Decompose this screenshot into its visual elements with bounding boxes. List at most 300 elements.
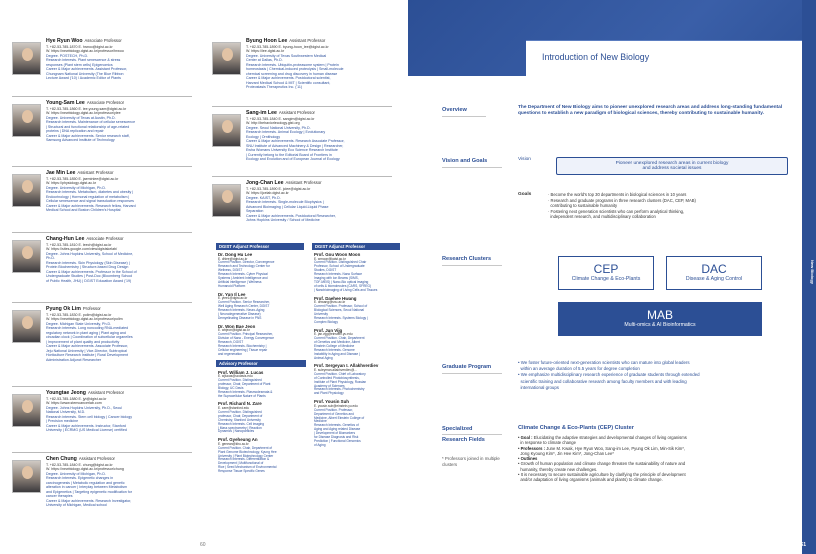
clusters-label: Research Clusters (442, 256, 492, 262)
cep-detail-bold: • Professors : (518, 445, 547, 451)
professor-detail-line: Imaging with Ion Beams (SIMS, (314, 276, 359, 281)
faculty-detail-line: Career & Major achievements. Postdoctoral scientist, (246, 76, 331, 80)
faculty-detail-line: University | ECRMG (US Medical License) certified (46, 428, 127, 432)
graduate-item: scientific training and collaborative research among faculty members and with leading (518, 378, 687, 384)
faculty-detail-line: W. https://newbiology.dgist.ac.kr/professor/polim (46, 317, 123, 321)
faculty-detail-line: T. +82-53-785-1870 E. hrwoo@dgist.ac.kr (46, 44, 113, 49)
professor-detail-line: Dynamics | Nanoparticles (218, 429, 255, 434)
faculty-detail-line: chemical screening and drug discovery in human disease (246, 71, 338, 76)
goal-item: · Become the world's top 30 departments in biological sciences in 10 years (548, 192, 687, 197)
faculty-detail-line: W. https://physiology.dgist.ac.kr (46, 181, 97, 185)
professor-detail-line: Einstein College of Medicine (314, 343, 355, 348)
professor-detail-line: of cells & biomolecules (CARS, SFREG) (314, 283, 372, 288)
faculty-name-text: Jong-Chan Lee (246, 180, 284, 186)
cluster-dac-name: Disease & Aging Control (685, 276, 743, 282)
faculty-detail-line: Degree. University of Texas at Austin, Ph.D. (46, 115, 116, 120)
faculty-detail-line: Separation (246, 209, 264, 213)
specialized-label-2: Research Fields (442, 437, 485, 443)
faculty-detail-line: Ecology and Evolution and of European Journal of Ecology (246, 157, 340, 161)
faculty-detail-line: Research interests. Ubiquitin-proteasome system | Protein (246, 62, 339, 67)
professor-detail-line: Prediction | Functional Genomics (314, 438, 361, 443)
faculty-photo (12, 104, 41, 137)
faculty-info (46, 100, 206, 143)
goal-item: independent research, and multidisciplinary collaboration (548, 214, 656, 220)
faculty-name-text: Hye Ryun Woo (46, 38, 83, 44)
faculty-detail-line: Degree. University of Michigan, Ph.D. (46, 185, 106, 190)
cluster-cep-name: Climate Change & Eco-Plants (571, 276, 641, 282)
professor-detail-line: the Supracellular Nature of Plants (218, 393, 266, 398)
professor-detail-line: Research and Technology Center for (218, 264, 270, 269)
faculty-detail-line: T. +82-53-785-1840 E. sangim@dgist.ac.kr (246, 116, 315, 121)
faculty-info (46, 170, 206, 213)
professor-detail-line: Studies, DGIST (314, 268, 337, 273)
faculty-detail-line: W. https://sites.google.com/view/dgistskelab/ (46, 247, 118, 251)
professor-entry (314, 363, 402, 396)
faculty-detail-line: Ecology | Ornithology (246, 134, 281, 139)
faculty-name-text: Byung Hoon Lee (246, 38, 288, 44)
cep-detail-bold: • Goal : (518, 435, 534, 440)
profile-divider (12, 232, 192, 233)
page-number-right: 61 (800, 542, 806, 548)
faculty-details (246, 187, 406, 223)
faculty-detail-line: of Public Health, JHU) | DGIST Education Award ('19) (46, 278, 132, 283)
professor-detail-line: of Aging (314, 442, 326, 447)
faculty-name-text: Chen Chung (46, 456, 77, 462)
faculty-details (46, 313, 206, 363)
faculty-detail-line: | Improvement of plant quality and productivity (46, 339, 120, 344)
professor-detail-line: Complex Biology (314, 319, 338, 324)
professor-name: Dr. Won Bae Jeon (218, 323, 256, 329)
professor-name: Dr. Dong Hu Lee (218, 252, 253, 257)
faculty-detail-line: Career & Major achievements. Research Associate Professor, (246, 139, 345, 143)
goals-label: Goals (518, 192, 532, 197)
faculty-detail-line: T. +82-53-785-1840 E. chung@dgist.ac.kr (46, 462, 113, 467)
professor-detail-line: E. genean@khu.ac.kr (218, 441, 249, 446)
faculty-detail-line: Harvard Medical School & MIT | Scientific consultant, (246, 80, 331, 85)
professor-detail-line: | Nanobioimaging of Living Cells and Tissues (314, 287, 378, 292)
professor-detail-line: Well Aging Research Center, DGIST (218, 304, 270, 309)
faculty-detail-line: Career & Major achievements. Assistant Professor, (46, 67, 128, 71)
professor-detail-line: Wellness, DGIST (218, 268, 243, 273)
faculty-detail-line: | Currently belong to the Editorial Board of Frontiers in (246, 152, 332, 157)
professor-detail-line: Institute of Plant Physiology, Russian (314, 379, 367, 384)
multi-cluster-note: * Professors joined in multiple clusters (442, 456, 500, 467)
faculty-detail-line: regulatory network in plant aging | Plant aging and (46, 330, 126, 335)
faculty-detail-line: T. +82-53-785-1890 E. byung-hoon_lee@dgist.ac.kr (246, 44, 329, 49)
clusters-underline (442, 265, 502, 266)
professor-detail-line: E. ylee1@dgist.ac.kr (218, 296, 248, 301)
faculty-detail-line: Degree. KAIST, Ph.D. (246, 195, 281, 200)
professor-detail-line: E. dhlee@dgist.ac.kr (218, 256, 248, 261)
professor-detail-line: professor, Chair, Department of Plant (218, 381, 271, 386)
faculty-detail-line: W. https://newbiology.dgist.ac.kr/professor/chung (46, 467, 124, 471)
professor-detail-line: Current Position. Senior Researcher, (218, 300, 270, 305)
faculty-detail-line: Research interests. Metabolism, diabetes and obesity | (46, 190, 134, 194)
faculty-role: Assistant Professor (289, 38, 326, 43)
professor-detail-line: E. wjlucas@ucdavis.edu (218, 374, 253, 379)
faculty-photo (12, 174, 41, 207)
faculty-role: Professor (82, 306, 101, 311)
overview-label: Overview (442, 107, 467, 113)
overview-underline (442, 116, 486, 117)
professor-detail-line: Instability in Aging and Disease | (314, 351, 360, 356)
cluster-cep-abbr: CEP (593, 262, 619, 276)
graduate-underline (442, 373, 502, 374)
professor-detail-line: University (314, 311, 328, 316)
faculty-detail-line: Protein Biochemistry | Structure-based Drug Design (46, 265, 129, 269)
professor-name: Prof. Gyeheung An (218, 437, 258, 443)
professor-detail-line: Biological Sciences, Seoul National (314, 307, 364, 312)
professor-detail-line: ( Neurodegenerative Disease) (218, 311, 261, 316)
professor-detail-line: Current Position. Chief of Laboratory (314, 371, 366, 376)
faculty-detail-line: Jeju National University | Vice-Director, Subtropical (46, 348, 127, 353)
faculty-detail-line: Undergraduate Studies | Post-Doc (Bloomberg School (46, 274, 133, 278)
graduate-list (518, 360, 803, 391)
professor-detail-line: Research Interests. Differentiation & (218, 457, 270, 462)
goal-item: · Fostering next generation scientists who can perform analytical thinking, (548, 208, 685, 214)
professor-detail-line: Demyelinating Disease in PNS (218, 315, 262, 320)
faculty-detail-line: Ewha Womans University Eco Science Research Institute (246, 148, 338, 152)
professor-name: Prof. Jun Vijg (314, 327, 343, 333)
professor-detail-line: Academy of Sciences (314, 383, 345, 388)
professor-detail-line: Aging and Aging related Disease (314, 427, 361, 432)
faculty-detail-line: Degree. University of Texas Southwestern Medical (246, 53, 327, 58)
faculty-detail-line: Degree. Seoul National University, Ph.D. (246, 125, 311, 130)
faculty-detail-line: | Structural and functional relationship of age-related (46, 124, 130, 129)
faculty-detail-line: Research interests. Maintenance of cellular senescence (46, 120, 136, 124)
professor-detail-line: and regeneration (218, 351, 243, 356)
faculty-detail-line: cancer therapies (46, 494, 73, 498)
faculty-detail-line: Career & Major achievements. Professor in the School of (46, 269, 137, 274)
faculty-photo (212, 114, 241, 147)
advisory-header: Advisory Professor (216, 360, 306, 367)
faculty-detail-line: Research interests. Stem cell biology | Cancer biology (46, 414, 133, 419)
professor-detail-line: Current Position. Director, Convergence (218, 260, 275, 265)
professor-detail-line: Animal Aging (314, 355, 333, 360)
cep-detail-bold: • Outlines (518, 456, 538, 462)
faculty-detail-line: Johns Hopkins University / School of Medicine (246, 218, 320, 222)
professor-detail-line: Current Position. Chair, Department of (218, 445, 273, 450)
faculty-detail-line: Advanced Bioimaging | Cellular Liquid-Liquid Phase (246, 204, 329, 209)
professor-detail-line: Current Position. Distinguished Chair (314, 260, 367, 265)
vision-goals-label: Vision and Goals (442, 158, 488, 164)
professor-detail-line: Medicine (314, 419, 327, 424)
faculty-photo (12, 460, 41, 493)
profile-divider (12, 452, 192, 453)
faculty-detail-line: Career & Major achievements. Research Investigator, (46, 498, 132, 503)
faculty-detail-line: W. https://newbiology.dgist.ac.kr/professor/hrwoo (46, 49, 124, 53)
faculty-detail-line: Career & Major achievements. Instructor, Stanford (46, 423, 126, 428)
faculty-detail-line: Administration Adjunct Researcher (46, 357, 102, 362)
professor-detail-line: E. zare@stanford.edu (218, 405, 250, 410)
page-title: Introduction of New Biology (542, 52, 650, 62)
vision-goals-underline (442, 167, 502, 168)
professor-detail-line: Current Position. Chair, Department (314, 336, 365, 340)
faculty-details (46, 243, 206, 284)
faculty-detail-line: W. http://behaviorlecology.gist.org (246, 121, 300, 125)
cluster-cep (558, 256, 654, 290)
profile-divider (212, 106, 392, 107)
professor-entry (218, 437, 306, 474)
professor-entry (314, 296, 402, 325)
professor-detail-line: Research Interests. Genome (314, 347, 355, 352)
graduate-item: • We foster future-oriented next-generation scientists who can mature into global leaders (518, 360, 690, 365)
profile-divider (12, 302, 192, 303)
faculty-detail-line: T. +82-53-785-1850 E. jaeminlee@dgist.ac.kr (46, 176, 119, 181)
faculty-details (246, 45, 406, 90)
faculty-detail-line: Horticulture Research Institute | Rural Development (46, 353, 129, 357)
goal-item: · Research and graduate programs in three research clusters (DAC, CEP, MAB) (548, 197, 696, 203)
faculty-details (46, 397, 206, 433)
professor-detail-line: E. wbjeon@dgist.ac.kr (218, 328, 250, 333)
side-tab (802, 0, 816, 554)
professor-detail-line: Current Position. Professor, (314, 407, 353, 412)
faculty-detail-line: Ph.D. (46, 256, 55, 260)
faculty-detail-line: and Epigenetics | Targeting epigenetic modification for (46, 489, 132, 494)
professor-detail-line: Systems | Ambient Intelligence and (218, 276, 268, 281)
professor-detail-line: Artificial intelligence | Wellness (218, 279, 262, 284)
faculty-detail-line: National University, M.D. (46, 410, 86, 414)
faculty-info (46, 390, 206, 433)
vision-label: Vision (518, 157, 531, 162)
professor-detail-line: Current Position. Distinguished (218, 409, 262, 414)
vision-text-1: Pioneer unexplored research areas in current biology (615, 160, 729, 166)
vision-box (556, 157, 788, 175)
faculty-detail-line: Samsung Advanced Institute of Technology (46, 138, 115, 142)
faculty-detail-line: Research interests. Single-molecule Biophysics | (246, 200, 324, 204)
cluster-mab-abbr: MAB (646, 308, 673, 322)
professor-detail-line: E. suleyman.allakhverdiev@... (314, 367, 357, 372)
professor-detail-line: Current Position. Professor, School of (314, 304, 368, 309)
faculty-detail-line: Research interests. Plant senescence & stress (46, 58, 121, 62)
professor-detail-line: Research Interests. Nano Surface (314, 272, 363, 277)
professor-detail-line: Research Interests. Neuro-Aging (218, 307, 265, 312)
professor-name: Prof. Yousin Suh (314, 399, 349, 405)
faculty-info (246, 110, 406, 162)
profile-divider (12, 166, 192, 167)
faculty-photo (12, 42, 41, 75)
professor-detail-line: E. dhwang@snu.ac.kr (314, 300, 346, 305)
professor-entry (218, 292, 306, 321)
professor-entry (314, 252, 402, 293)
faculty-role: Associate Professor (86, 100, 125, 105)
professor-detail-line: Humanoid Platform (218, 283, 246, 288)
graduate-item: • We emphasize multidisciplinary research experience of graduate students through extended (518, 372, 700, 378)
professor-name: Prof. Richard N. Zare (218, 401, 262, 407)
professor-detail-line: Response Tissue Specific Genes (218, 469, 265, 474)
professor-detail-line: | Mass spectrometry | Reaction (218, 425, 262, 430)
professor-detail-line: Development | Multifunctional of (218, 461, 264, 466)
faculty-info (46, 306, 206, 362)
faculty-detail-line: T. +82-53-785-1810 E. leech@dgist.ac.kr (46, 242, 112, 247)
professor-name: Prof. Daehee Hwang (314, 295, 357, 301)
faculty-detail-line: Degree. Johns Hopkins University, School of Medicine, (46, 251, 134, 256)
professor-detail-line: | Development of Biomarkers (314, 431, 356, 436)
cep-detail-text: in response to climate change (518, 440, 576, 446)
faculty-detail-line: SNU Institute of Advanced Machinery & Design | Researcher, (246, 143, 344, 148)
professor-detail-line: Research Interests. Plasmodesmata & (218, 389, 273, 394)
professor-detail-line: Division of Nano - Energy Convergence (218, 336, 274, 340)
faculty-detail-line: University of Michigan, Medical school (46, 503, 107, 507)
cluster-mab (558, 302, 762, 336)
cluster-dac-abbr: DAC (701, 262, 727, 276)
faculty-info (246, 180, 406, 223)
faculty-role: Assistant Professor (78, 456, 115, 461)
faculty-detail-line: Degree. POSTECH, Ph.D. (46, 53, 89, 58)
faculty-name-text: Young-Sam Lee (46, 100, 85, 106)
professor-detail-line: Research Interests. Systems Biology | (314, 315, 368, 320)
faculty-detail-line: Career & Major achievements. Senior research staff, (46, 133, 130, 138)
faculty-detail-line: Research interests. Skin Physiology (Skin Disease) | (46, 260, 130, 265)
specialized-underline (442, 434, 502, 435)
faculty-info (46, 456, 206, 508)
cep-detail-text: Elucidating the adaptive strategies and developmental changes of living organisms (533, 435, 687, 440)
faculty-detail-line: W. https://lee.dgist.ac.kr (246, 49, 285, 53)
professor-detail-line: and Plant Physiology (314, 391, 344, 396)
professor-name: Dr. Yun Il Lee (218, 291, 246, 297)
faculty-detail-line: Cellular senescence and signal transduction responses (46, 199, 134, 203)
professor-detail-line: Research, DGIST (218, 339, 244, 344)
faculty-role: Assistant Professor (87, 390, 125, 395)
faculty-detail-line: Endocrinology | Hormonal regulation of metabolism | (46, 194, 130, 199)
professor-detail-line: Research Interests. Cyber Physical (218, 272, 268, 277)
faculty-info (246, 38, 406, 90)
faculty-detail-line: Career & Major achievements. Associate Professor, (46, 344, 129, 348)
faculty-photo (12, 310, 41, 343)
cep-cluster-title: Climate Change & Eco-Plants (CEP) Cluster (518, 425, 634, 431)
faculty-detail-line: Proteostasis Therapeutics Inc. ('11) (246, 85, 303, 89)
faculty-detail-line: Career & Major achievements. Postdoctoral Researcher, (246, 213, 336, 218)
faculty-photo (212, 184, 241, 217)
professor-detail-line: Plant Genome Biotechnology, Kyung Hee (218, 449, 277, 454)
faculty-detail-line: Research interests. Animal Ecology | Evolutionary (246, 130, 326, 134)
specialized-label-1: Specialized (442, 426, 473, 432)
overview-text: The Department of New Biology aims to pioneer unexplored research areas and address long-standing fundamental questions to establish a new paradigm of biological sciences, thereby contributing to sustainable humanity. (518, 105, 783, 117)
cep-detail-text: humanity, thereby create new challenges. (518, 466, 598, 472)
faculty-detail-line: circadian clock | Coordination of subcellular organelles (46, 335, 133, 339)
professor-entry (218, 252, 306, 289)
cluster-mab-name: Multi-omics & AI Bioinformatics (624, 322, 696, 328)
professor-detail-line: professor, Chair, Department of (218, 413, 263, 418)
professor-detail-line: Cellular engineering | Tissue repair (218, 347, 268, 352)
faculty-name-text: Jae Min Lee (46, 170, 76, 176)
cep-detail-text: and/or adaptation of living organisms (animals and plants) to climate change. (518, 477, 663, 483)
faculty-detail-line: | Precision medicine (46, 419, 79, 423)
adjunct-header-2: DGIST Adjunct Professor (312, 243, 400, 250)
faculty-detail-line: Career & Major achievements. Research fellow, Harvard (46, 203, 136, 208)
professor-detail-line: TOF-MEIS) | Nano-Bio optical imaging (314, 279, 369, 284)
faculty-details (46, 45, 206, 81)
faculty-detail-line: T. +82-53-785-1880 E. jyt@dgist.ac.kr (46, 396, 107, 401)
faculty-name-text: Sang-im Lee (246, 110, 277, 116)
faculty-name-text: Youngtae Jeong (46, 390, 86, 396)
faculty-details (246, 117, 406, 162)
title-box (526, 40, 802, 76)
adjunct-column-1 (218, 252, 306, 477)
professor-detail-line: of Genetics and Medicine, Albert (314, 339, 360, 344)
professor-detail-line: E. wmoon@kaist.ac.kr (314, 256, 346, 261)
professor-detail-line: Research Interests. Cell imaging (218, 421, 265, 426)
professor-entry (314, 328, 402, 361)
professor-detail-line: Current Position. Principal Researcher, (218, 332, 273, 337)
cep-detail-text: • It is necessary to secure sustainable agriculture by clarifying the principle of development (518, 472, 686, 478)
professor-detail-line: Professor, School of Undergraduate (314, 264, 365, 269)
professor-detail-line: Current Position. Distinguished (218, 377, 262, 382)
faculty-detail-line: Center at Dallas, Ph.D. (246, 58, 283, 62)
faculty-detail-line: responses (Plant stem cells) Epigenomics (46, 62, 113, 67)
professor-detail-line: E. yousin.suh@einstein.yu.edu (314, 403, 358, 408)
professor-detail-line: of Controlled Photobiosynthesis, (314, 375, 360, 380)
goal-item: contributing to sustainable humanity (548, 203, 618, 209)
faculty-detail-line: carcinogenesis | Metabolic regulation and genetic (46, 480, 125, 485)
faculty-details (46, 463, 206, 508)
faculty-detail-line: Research interests. Long noncoding RNA-mediated (46, 326, 129, 330)
professor-detail-line: Biology, UC Davis (218, 385, 244, 390)
faculty-role: Associate Professor (84, 38, 122, 43)
cluster-dac (666, 256, 762, 290)
side-tab-label: New Biology (810, 260, 815, 285)
professor-detail-line: Chemistry, Stanford University (218, 417, 261, 422)
faculty-detail-line: homeostasis | Chemical-induced proteolysis | Small-molecule (246, 67, 344, 71)
faculty-detail-line: W. https://newbiology.dgist.ac.kr/professor/ylee (46, 111, 121, 115)
professor-detail-line: Medicine, Albert Einstein College of (314, 415, 365, 420)
faculty-detail-line: Chungnam National University (The Blue Ribbon (46, 71, 124, 76)
faculty-photo (212, 42, 241, 75)
faculty-name-text: Pyung Ok Lim (46, 306, 81, 312)
faculty-detail-line: T. +82-53-785-1830 E. polim@dgist.ac.kr (46, 312, 112, 317)
professor-name: Prof. William J. Lucas (218, 369, 264, 375)
professor-detail-line: University | Plant Biotechnology Center (218, 453, 274, 458)
faculty-detail-line: Degree. Michigan State University, Ph.D. (46, 321, 112, 326)
profile-divider (12, 96, 192, 97)
profile-divider (12, 386, 192, 387)
faculty-detail-line: alteration in cancer | Interplay between Metabolism (46, 485, 128, 489)
faculty-info (46, 236, 206, 283)
faculty-details (46, 107, 206, 143)
faculty-detail-line: Medical School and Boston Children's Hospital (46, 208, 121, 212)
adjunct-column-2 (314, 252, 402, 451)
graduate-item: international groups (518, 384, 560, 390)
graduate-label: Graduate Program (442, 364, 492, 370)
faculty-name-text: Chang-Hun Lee (46, 236, 85, 242)
faculty-detail-line: Degree. University of Michigan, Ph.D. (46, 471, 106, 476)
goals-list (548, 192, 798, 220)
faculty-info (46, 38, 206, 81)
professor-detail-line: Research Interests. Biochemistry | (218, 343, 267, 348)
faculty-detail-line: Lecture Award ('10) / Academic Editor of Plants (46, 76, 121, 80)
professor-name: Prof. Gou Woon Moon (314, 252, 361, 257)
professor-detail-line: for Disease Diagnosis and Risk (314, 435, 359, 440)
faculty-detail-line: proteins | DNA replication and repair (46, 129, 104, 133)
adjunct-header-1: DGIST Adjunct Professor (216, 243, 304, 250)
faculty-detail-line: T. +82-53-785-1890 E. jclee@dgist.ac.kr (246, 186, 311, 191)
faculty-role: Associate Professor (86, 236, 124, 241)
professor-detail-line: Research Interests. Genetics of (314, 423, 359, 428)
faculty-photo (12, 240, 41, 273)
vision-text-2: and address societal issues (642, 166, 702, 172)
profile-divider (212, 176, 392, 177)
faculty-detail-line: W. https://www.stemcancerlab.com (46, 401, 102, 405)
professor-detail-line: Department of Genetics and (314, 411, 354, 416)
professor-detail-line: E. jan.vijg@einstein.yu.edu (314, 332, 353, 337)
professor-entry (218, 370, 306, 399)
faculty-detail-line: W. https://jcelab.dgist.ac.kr (246, 191, 289, 195)
graduate-item: within an average duration of 5.5 years for degree completion (518, 366, 640, 372)
cep-detail-line (518, 477, 803, 482)
cep-detail-text: June M. Kwak, Hye Ryun Woo, Sang-im Lee, Pyung Ok Lim, Min-Sik Kim*, (546, 445, 686, 451)
cep-detail-text: • Growth of human population and climate change threaten the sustainability of nature and (518, 461, 686, 467)
professor-entry (218, 324, 306, 357)
